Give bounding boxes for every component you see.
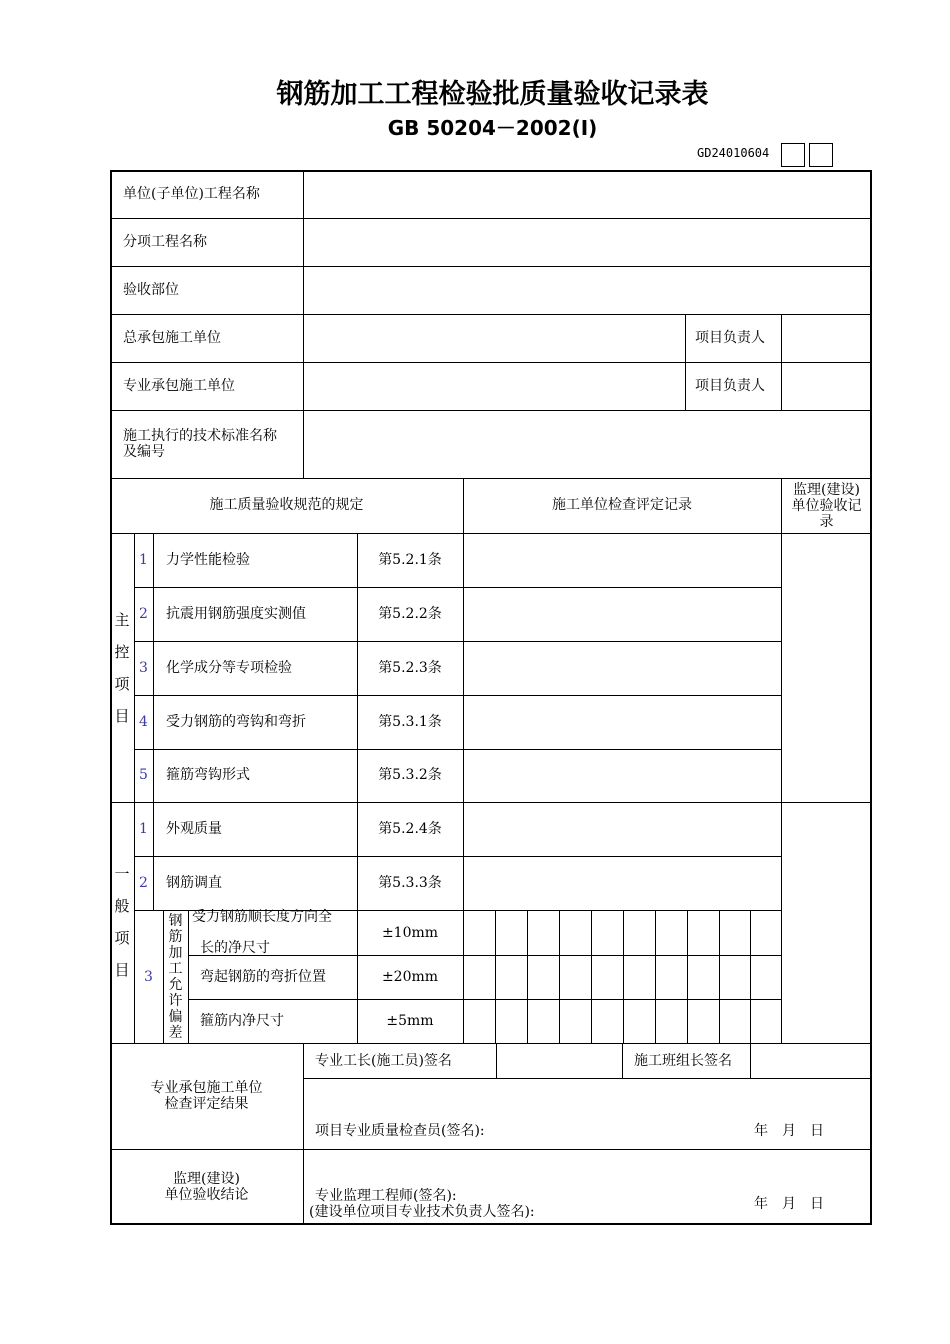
code-box-1[interactable] [781,143,805,167]
main-item-clause: 第5.2.1条 [378,552,442,568]
row-divider [110,218,872,219]
label-unit-name: 单位(子单位)工程名称 [123,186,260,202]
main-item-clause: 第5.3.2条 [378,767,442,783]
inspector-sign-label: 项目专业质量检查员(签名): [315,1123,485,1139]
col-divider [303,1043,304,1225]
row-divider [110,1149,872,1150]
main-item-name: 箍筋弯钩形式 [166,767,250,783]
label-standard-line1: 施工执行的技术标准名称 [123,428,277,444]
main-item-no: 2 [139,606,148,622]
header-supervision-1: 监理(建设) [793,482,860,498]
owner-sign-label: (建设单位项目专业技术负责人签名): [309,1204,535,1220]
form-table [110,170,872,1225]
engineer-sign-label: 专业监理工程师(签名): [315,1188,457,1204]
row-divider [188,999,781,1000]
label-acceptance-part: 验收部位 [123,282,179,298]
supervision-conclusion-label-2: 单位验收结论 [164,1187,249,1203]
general-item-no: 3 [144,969,153,985]
general-label: 一 般 项 目 [114,865,130,979]
row-divider [303,1078,872,1079]
main-item-no: 4 [139,714,148,730]
row-divider [110,314,872,315]
date-1: 年 月 日 [754,1123,824,1139]
grid-divider [719,910,720,1043]
main-item-no: 5 [139,767,148,783]
supervision-conclusion-label-1: 监理(建设) [173,1171,240,1187]
col-divider [750,1043,751,1078]
row-divider [110,802,872,803]
tolerance-row-name-line2: 长的净尺寸 [200,940,270,956]
col-divider [153,533,154,910]
tolerance-row-name: 箍筋内净尺寸 [200,1013,284,1029]
team-leader-sign-label: 施工班组长签名 [634,1053,732,1069]
general-item-name: 外观质量 [166,821,222,837]
label-specialty-contractor: 专业承包施工单位 [123,378,235,394]
main-item-no: 3 [139,660,148,676]
grid-divider [687,910,688,1043]
label-project-manager-2: 项目负责人 [695,378,765,394]
tolerance-value: ±10mm [381,925,439,941]
col-divider [685,314,686,410]
tolerance-group-label: 钢 筋 加 工 允 许 偏 差 [168,913,183,1041]
col-divider [781,314,782,410]
grid-divider [495,910,496,1043]
row-divider [110,410,872,411]
grid-divider [623,910,624,1043]
row-divider [110,1043,872,1044]
general-item-clause: 第5.2.4条 [378,821,442,837]
grid-divider [527,910,528,1043]
main-item-no: 1 [139,552,148,568]
main-item-clause: 第5.3.1条 [378,714,442,730]
col-divider [463,533,464,1043]
label-project-manager-1: 项目负责人 [695,330,765,346]
date-2: 年 月 日 [754,1196,824,1212]
row-divider [188,955,781,956]
row-divider [134,856,781,857]
general-item-no: 1 [139,821,148,837]
row-divider [110,362,872,363]
code-box-2[interactable] [809,143,833,167]
main-item-clause: 第5.2.3条 [378,660,442,676]
row-divider [110,266,872,267]
label-general-contractor: 总承包施工单位 [123,330,221,346]
col-divider [781,478,782,1043]
row-divider [134,695,781,696]
contractor-result-label-1: 专业承包施工单位 [150,1080,263,1096]
main-item-clause: 第5.2.2条 [378,606,442,622]
header-supervision-3: 录 [819,514,834,530]
main-item-name: 力学性能检验 [166,552,250,568]
main-item-name: 抗震用钢筋强度实测值 [166,606,306,622]
header-spec: 施工质量验收规范的规定 [209,497,364,513]
general-item-name: 钢筋调直 [166,875,222,891]
grid-divider [750,910,751,1043]
header-check-record: 施工单位检查评定记录 [552,497,692,513]
main-item-name: 受力钢筋的弯钩和弯折 [166,714,306,730]
label-standard-line2: 及编号 [123,444,165,460]
col-divider [303,170,304,479]
tolerance-row-name: 受力钢筋顺长度方向全 [192,909,332,925]
standard-subtitle: GB 50204－2002(Ⅰ) [387,116,598,140]
general-item-clause: 第5.3.3条 [378,875,442,891]
row-divider [134,587,781,588]
contractor-result-label-2: 检查评定结果 [164,1096,249,1112]
col-divider [188,910,189,1043]
col-divider [622,1043,623,1078]
general-item-no: 2 [139,875,148,891]
grid-divider [655,910,656,1043]
form-title: 钢筋加工工程检验批质量验收记录表 [276,79,709,110]
grid-divider [591,910,592,1043]
tolerance-row-name: 弯起钢筋的弯折位置 [200,969,326,985]
label-subitem-name: 分项工程名称 [123,234,207,250]
main-control-label: 主 控 项 目 [114,611,130,725]
form-code: GD24010604 [697,146,770,160]
col-divider [496,1043,497,1078]
foreman-sign-label: 专业工长(施工员)签名 [315,1053,452,1069]
row-divider [110,478,872,479]
row-divider [134,749,781,750]
main-item-name: 化学成分等专项检验 [166,660,292,676]
header-supervision-2: 单位验收记 [791,498,862,514]
grid-divider [559,910,560,1043]
tolerance-value: ±20mm [381,969,439,985]
tolerance-value: ±5mm [386,1013,434,1029]
row-divider [110,533,872,534]
row-divider [134,641,781,642]
